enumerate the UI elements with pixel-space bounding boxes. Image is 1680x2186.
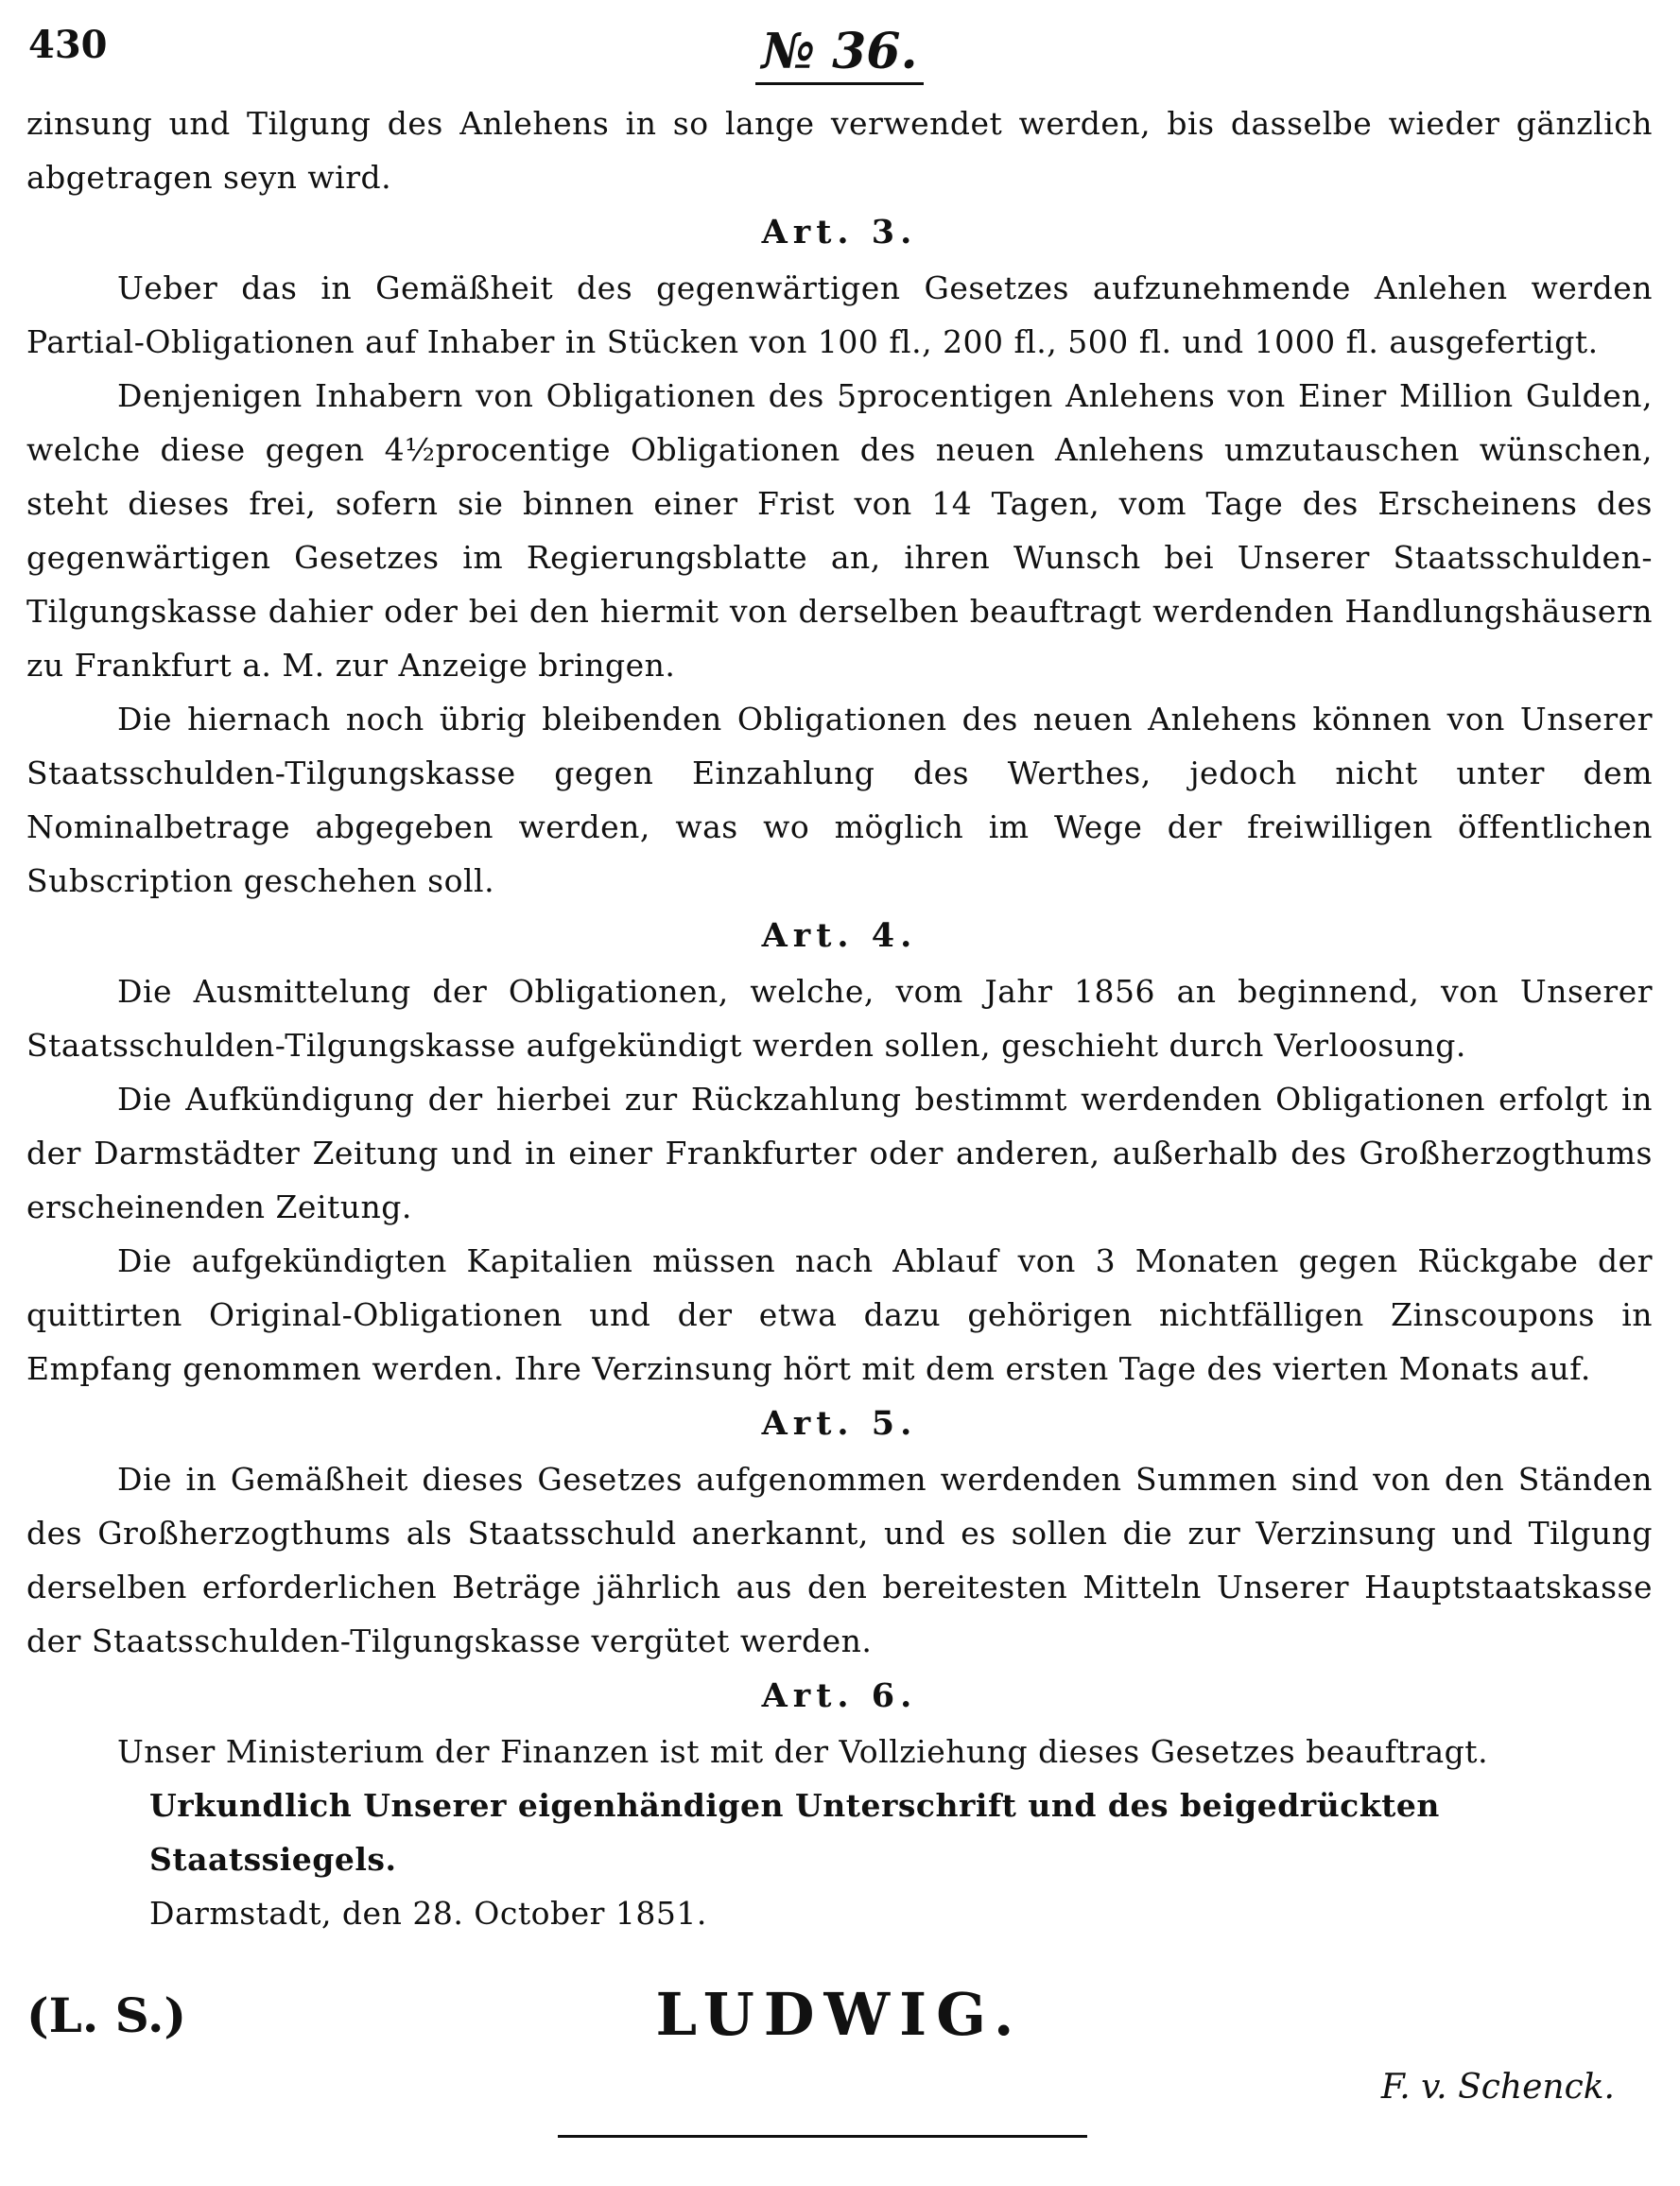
paragraph-art3-2: Denjenigen Inhabern von Obligationen des 5procentigen Anlehens von Einer Million Gulden, welche diese gegen 4½procentige Obligationen des neuen Anlehens umzutauschen wünschen, steht dieses frei, sofern sie binnen einer Frist von 14 Tagen, vom Tage des Erscheinens des gegenwärtigen Gesetzes im Regierungsblatte an, ihren Wunsch bei Unserer Staatsschulden-Tilgungskasse dahier oder bei den hiermit von derselben beauftragt werdenden Handlungshäusern zu Frankfurt a. M. zur Anzeige bringen. (26, 377, 1653, 684)
paragraph-art4-2: Die Aufkündigung der hierbei zur Rückzahlung bestimmt werdenden Obligationen erfolgt in der Darmstädter Zeitung und in einer Frankfurter oder anderen, außerhalb des Großherzogthums erscheinenden Zeitung. (26, 1081, 1653, 1225)
page-header (26, 23, 1653, 96)
attestation-line: Urkundlich Unserer eigenhändigen Unterschrift und des beigedrückten Staatssiegels. (149, 1787, 1440, 1878)
paragraph-art3-1: Ueber das in Gemäßheit des gegenwärtigen Gesetzes aufzunehmende Anlehen werden Partial-Obligationen auf Inhaber in Stücken von 100 fl., 200 fl., 500 fl. und 1000 fl. ausgefertigt. (26, 269, 1653, 360)
seal-mark: (L. S.) (26, 1987, 187, 2043)
article-heading-4: Art. 4. (761, 916, 918, 955)
issue-number-text: № 36. (755, 23, 923, 85)
paragraph-art3-3: Die hiernach noch übrig bleibenden Obligationen des neuen Anlehens können von Unserer Staatsschulden-Tilgungskasse gegen Einzahlung des Werthes, jedoch nicht unter dem Nominalbetrage abgegeben werden, was wo möglich im Wege der freiwilligen öffentlichen Subscription geschehen soll. (26, 701, 1653, 899)
paragraph-art4-3: Die aufgekündigten Kapitalien müssen nach Ablauf von 3 Monaten gegen Rückgabe der quittirten Original-Obligationen und der etwa dazu gehörigen nichtfälligen Zinscoupons in Empfang genommen werden. Ihre Verzinsung hört mit dem ersten Tage des vierten Monats auf. (26, 1242, 1653, 1387)
signature-row (26, 1959, 1653, 2120)
article-heading-3: Art. 3. (761, 213, 918, 252)
paragraph-art6-1: Unser Ministerium der Finanzen ist mit der Vollziehung dieses Gesetzes beauftragt. (117, 1733, 1489, 1770)
paragraph-art4-1: Die Ausmittelung der Obligationen, welche, vom Jahr 1856 an beginnend, von Unserer Staatsschulden-Tilgungskasse aufgekündigt werden sollen, geschieht durch Verloosung. (26, 973, 1653, 1064)
page-number: 430 (28, 23, 108, 67)
closing-block (26, 1778, 1653, 1940)
document-page (26, 23, 1653, 2169)
paragraph-art5-1: Die in Gemäßheit dieses Gesetzes aufgenommen werdenden Summen sind von den Ständen des Großherzogthums als Staatsschuld anerkannt, und es sollen die zur Verzinsung und Tilgung derselben erforderlichen Beträge jährlich aus den bereitesten Mitteln Unserer Hauptstaatskasse der Staatsschulden-Tilgungskasse vergütet werden. (26, 1461, 1653, 1659)
article-heading-5: Art. 5. (761, 1404, 918, 1443)
end-rule-divider (558, 2135, 1087, 2138)
monarch-signature: LUDWIG. (655, 1980, 1024, 2049)
paragraph-continuation: zinsung und Tilgung des Anlehens in so lange verwendet werden, bis dasselbe wieder gänzlich abgetragen seyn wird. (26, 105, 1653, 196)
date-line: Darmstadt, den 28. October 1851. (149, 1895, 707, 1932)
body-text (26, 96, 1653, 1940)
issue-number (26, 23, 1653, 85)
article-heading-6: Art. 6. (761, 1676, 918, 1715)
minister-signature: F. v. Schenck. (1380, 2068, 1615, 2107)
